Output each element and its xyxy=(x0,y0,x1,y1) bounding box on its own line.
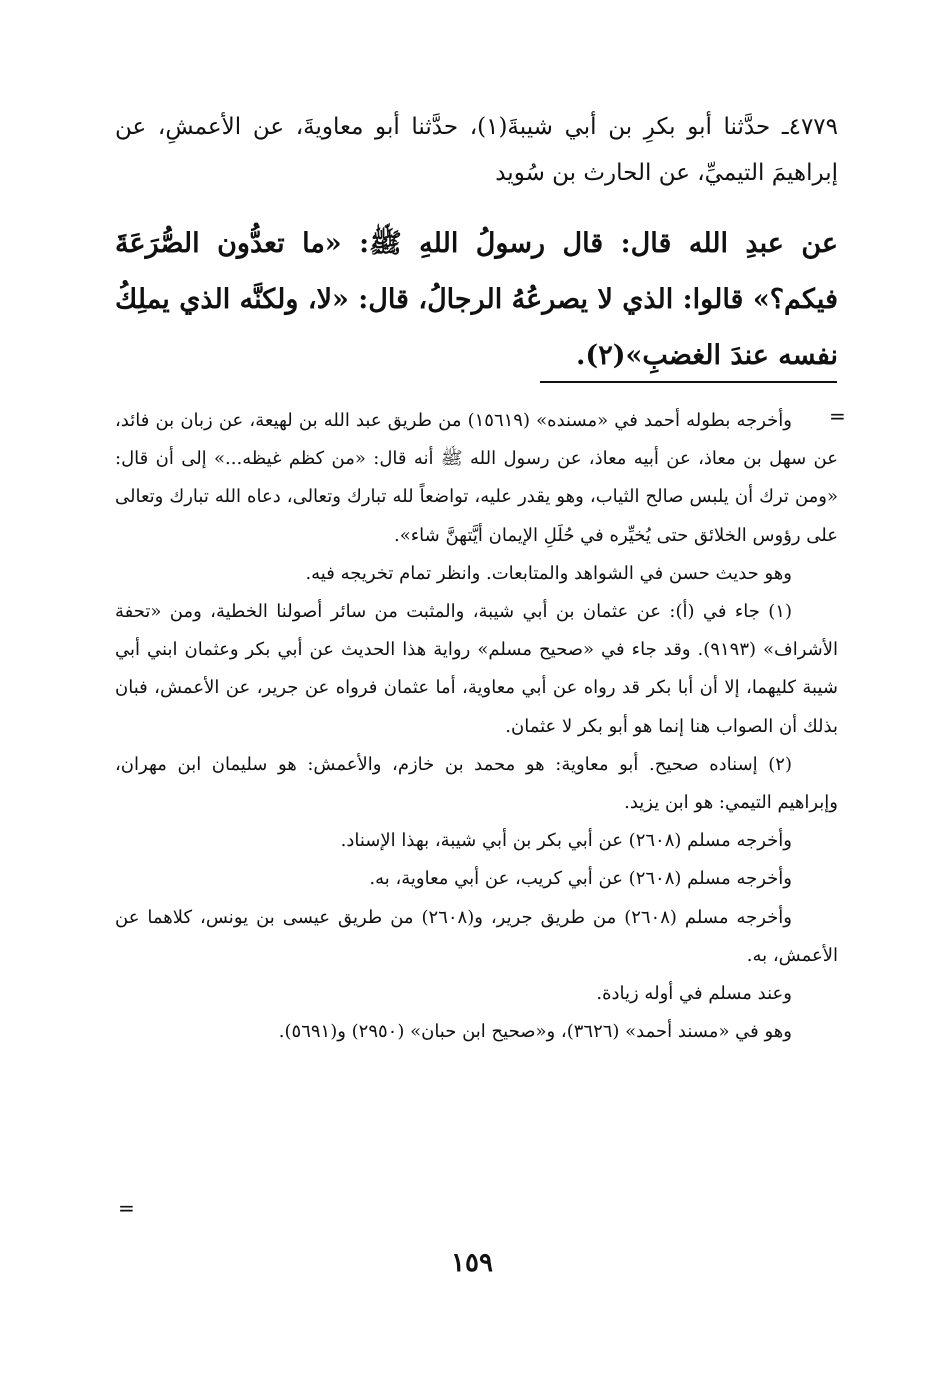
footnote-muslim-2: وأخرجه مسلم (٢٦٠٨) عن أبي كريب، عن أبي معاوية، به. xyxy=(369,868,792,890)
footnote-2: (٢) إسناده صحيح. أبو معاوية: هو محمد بن خازم، والأعمش: هو سليمان ابن مهران، وإبراهيم التيمي: هو ابن يزيد. xyxy=(115,753,838,814)
footnote-hasan: وهو حديث حسن في الشواهد والمتابعات. وانظر تمام تخريجه فيه. xyxy=(305,562,792,584)
isnad-text: ٤٧٧٩ـ حدَّثنا أبو بكرِ بن أبي شيبةَ(١)، حدَّثنا أبو معاويةَ، عن الأعمشِ، عن إبراهيمَ التيميِّ، عن الحارث بن سُويد xyxy=(115,114,839,186)
footnote-continued: وأخرجه بطوله أحمد في «مسنده» (١٥٦١٩) من طريق عبد الله بن لهيعة، عن زبان بن فائد، عن سهل بن معاذ، عن أبيه معاذ، عن رسول الله ﷺ أنه قال: «من كظم غيظه...» إلى أن قال: «ومن ترك أن يلبس صالح الثياب، وهو يقدر عليه، تواضعاً لله تبارك وتعالى، دعاه الله تبارك وتعالى على رؤوس الخلائق حتى يُخيِّره في حُلَلِ الإيمان أيَّتهنَّ شاء». xyxy=(115,410,838,546)
footnote-muslim-1: وأخرجه مسلم (٢٦٠٨) عن أبي بكر بن أبي شيبة، بهذا الإسناد. xyxy=(340,830,792,852)
matn-text: عن عبدِ الله قال: قال رسولُ اللهِ ﷺ: «ما تعدُّون الصُّرَعَةَ فيكم؟» قالوا: الذي لا يصرعُهُ الرجالُ، قال: «لا، ولكنَّه الذي يملِكُ نفسه عندَ الغضبِ»(٢). xyxy=(115,228,838,371)
footnote-muslim-3: وأخرجه مسلم (٢٦٠٨) من طريق جرير، و(٢٦٠٨) من طريق عيسى بن يونس، كلاهما عن الأعمش، به. xyxy=(115,906,838,966)
page-number: ١٥٩ xyxy=(451,1248,493,1278)
footnote-ziyada: وعند مسلم في أوله زيادة. xyxy=(596,983,792,1005)
continuation-marker-bottom: = xyxy=(118,1196,135,1220)
footnote-1: (١) جاء في (أ): عن عثمان بن أبي شيبة، والمثبت من سائر أصولنا الخطية، ومن «تحفة الأشراف» (٩١٩٣). وقد جاء في «صحيح مسلم» رواية هذا الحديث عن أبي بكر وعثمان ابني أبي شيبة كليهما، إلا أن أبا بكر قد رواه عن أبي معاوية، أما عثمان فرواه عن جرير، عن الأعمش، فبان بذلك أن الصواب هنا إنما هو أبو بكر لا عثمان. xyxy=(115,601,838,737)
footnote-divider xyxy=(540,381,837,383)
hadith-matn xyxy=(115,216,838,384)
footnotes xyxy=(115,402,838,1051)
footnote-musnad: وهو في «مسند أحمد» (٣٦٢٦)، و«صحيح ابن حبان» (٢٩٥٠) و(٥٦٩١). xyxy=(278,1021,792,1043)
continuation-marker-top: = xyxy=(829,404,846,428)
hadith-isnad xyxy=(115,104,838,196)
